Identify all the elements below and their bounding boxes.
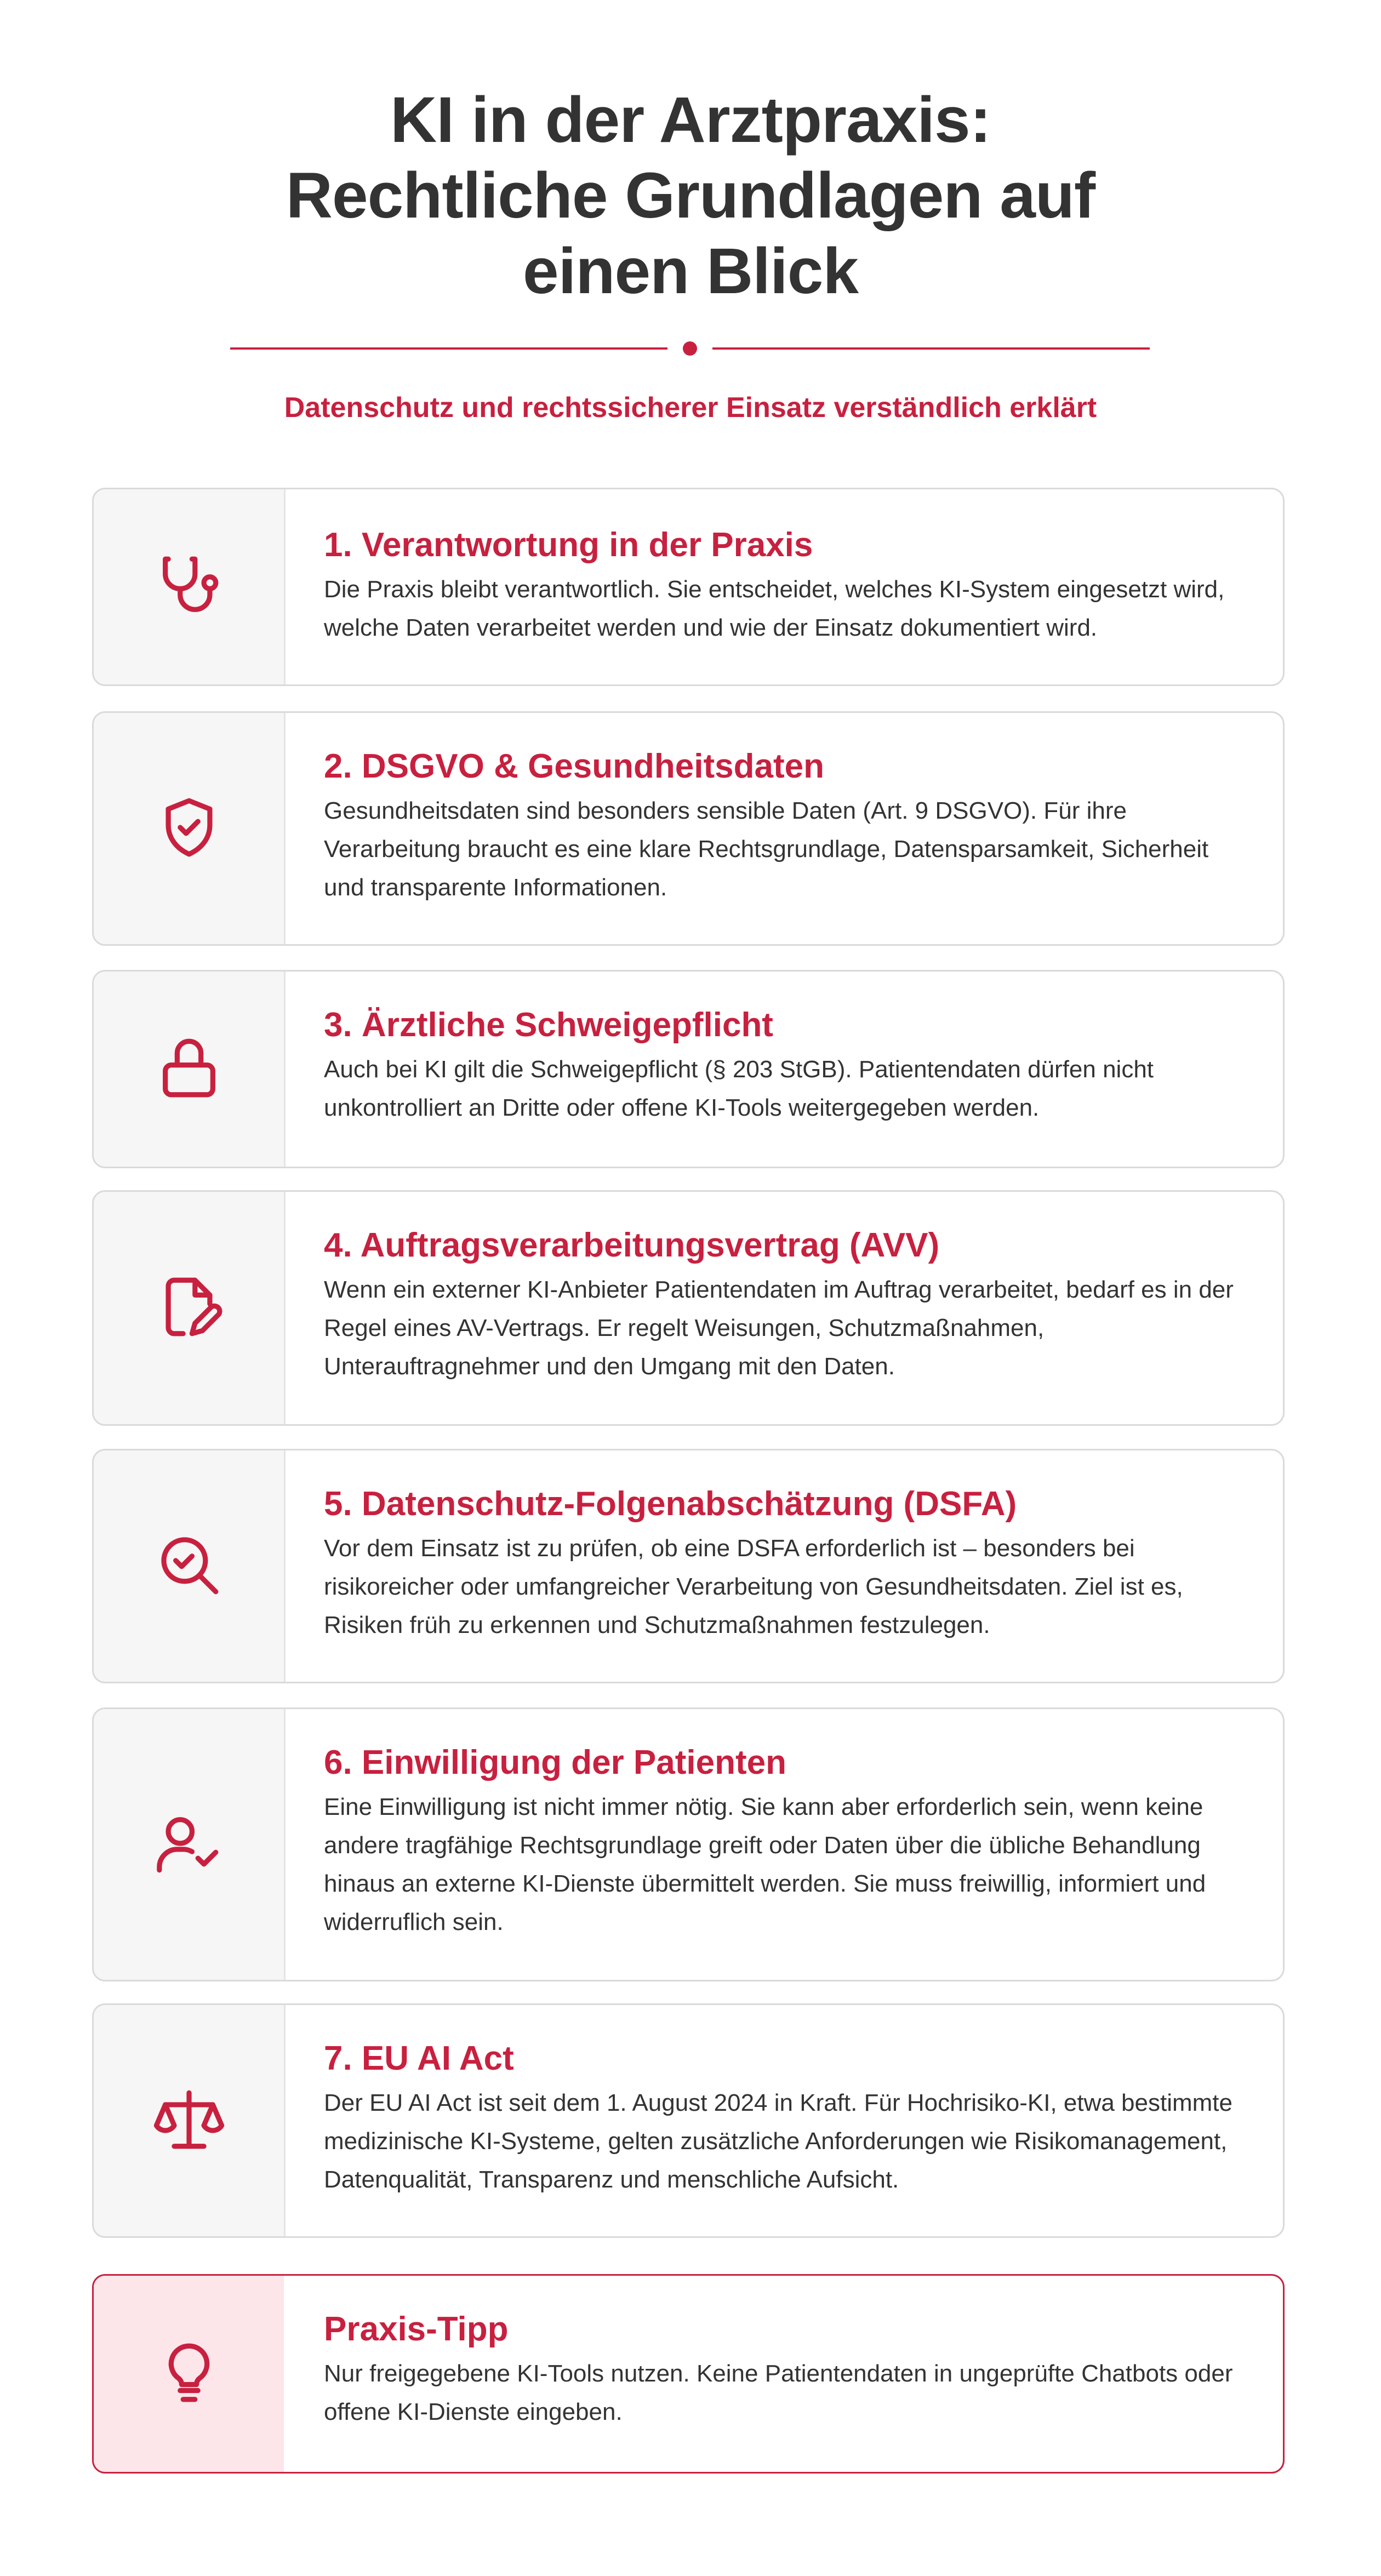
card-eu-ai-act xyxy=(92,2003,1285,2238)
card-title: 7. EU AI Act xyxy=(324,2040,514,2077)
card-icon-column xyxy=(94,1709,286,1980)
shield-check-icon xyxy=(153,792,225,866)
card-title: 5. Datenschutz-Folgenabschätzung (DSFA) xyxy=(324,1485,1017,1523)
card-einwilligung xyxy=(92,1707,1285,1981)
lock-icon xyxy=(153,1032,225,1106)
stethoscope-icon xyxy=(153,550,225,624)
card-icon-column xyxy=(94,489,286,684)
card-icon-column xyxy=(94,2276,284,2472)
page-subtitle: Datenschutz und rechtssicherer Einsatz verständlich erklärt xyxy=(284,392,1097,424)
title-divider-right xyxy=(712,347,1150,350)
page-title xyxy=(0,82,1381,309)
card-icon-column xyxy=(94,972,286,1167)
tip-text: Nur freigegebene KI-Tools nutzen. Keine Patientendaten in ungeprüfte Chatbots oder offene KI-Dienste eingeben. xyxy=(324,2360,1233,2425)
card-dsgvo xyxy=(92,711,1285,946)
title-line-2: Rechtliche Grundlagen auf xyxy=(286,159,1095,232)
card-schweigepflicht xyxy=(92,970,1285,1168)
card-icon-column xyxy=(94,713,286,944)
title-divider-dot xyxy=(683,341,697,356)
document-edit-icon xyxy=(153,1271,225,1345)
card-title: 4. Auftragsverarbeitungsvertrag (AVV) xyxy=(324,1226,940,1264)
card-icon-column xyxy=(94,1192,286,1424)
tip-title: Praxis-Tipp xyxy=(324,2310,509,2348)
card-dsfa xyxy=(92,1449,1285,1683)
title-line-3: einen Blick xyxy=(522,235,858,307)
card-title: 3. Ärztliche Schweigepflicht xyxy=(324,1006,773,1044)
user-check-icon xyxy=(153,1808,225,1882)
title-line-1: KI in der Arztpraxis: xyxy=(390,84,991,156)
card-text: Der EU AI Act ist seit dem 1. August 2024 in Kraft. Für Hochrisiko-KI, etwa bestimmte medizinische KI-Systeme, gelten zusätzliche Anforderungen wie Risikomanagement, Datenqualität, Transparenz und menschliche Aufsicht. xyxy=(324,2089,1232,2193)
card-title: 1. Verantwortung in der Praxis xyxy=(324,526,813,564)
card-text: Vor dem Einsatz ist zu prüfen, ob eine DSFA erforderlich ist – besonders bei risikoreicher oder umfangreicher Verarbeitung von Gesundheitsdaten. Ziel ist es, Risiken früh zu erkennen und Schutzmaßnahmen festzulegen. xyxy=(324,1535,1183,1638)
card-text: Gesundheitsdaten sind besonders sensible Daten (Art. 9 DSGVO). Für ihre Verarbeitung braucht es eine klare Rechtsgrundlage, Datensparsamkeit, Sicherheit und transparente Informationen. xyxy=(324,797,1209,901)
search-check-icon xyxy=(153,1529,225,1603)
title-divider-left xyxy=(230,347,667,350)
card-text: Auch bei KI gilt die Schweigepflicht (§ 203 StGB). Patientendaten dürfen nicht unkontrolliert an Dritte oder offene KI-Tools weitergegeben werden. xyxy=(324,1056,1154,1121)
card-avv xyxy=(92,1190,1285,1426)
card-text: Eine Einwilligung ist nicht immer nötig. Sie kann aber erforderlich sein, wenn keine andere tragfähige Rechtsgrundlage greift oder Daten über die übliche Behandlung hinaus an externe KI-Dienste übermittelt werden. Sie muss freiwillig, informiert und widerruflich sein. xyxy=(324,1794,1206,1935)
card-icon-column xyxy=(94,1450,286,1682)
card-title: 6. Einwilligung der Patienten xyxy=(324,1744,786,1781)
card-title: 2. DSGVO & Gesundheitsdaten xyxy=(324,747,824,785)
card-text: Die Praxis bleibt verantwortlich. Sie entscheidet, welches KI-System eingesetzt wird, welche Daten verarbeitet werden und wie der Einsatz dokumentiert wird. xyxy=(324,576,1225,641)
card-text: Wenn ein externer KI-Anbieter Patientendaten im Auftrag verarbeitet, bedarf es in der Regel eines AV-Vertrags. Er regelt Weisungen, Schutzmaßnahmen, Unterauftragnehmer und den Umgang mit den Daten. xyxy=(324,1276,1234,1380)
card-verantwortung xyxy=(92,488,1285,686)
scale-icon xyxy=(153,2084,225,2158)
lightbulb-icon xyxy=(153,2337,225,2411)
card-praxis-tipp xyxy=(92,2274,1285,2474)
card-icon-column xyxy=(94,2005,286,2236)
